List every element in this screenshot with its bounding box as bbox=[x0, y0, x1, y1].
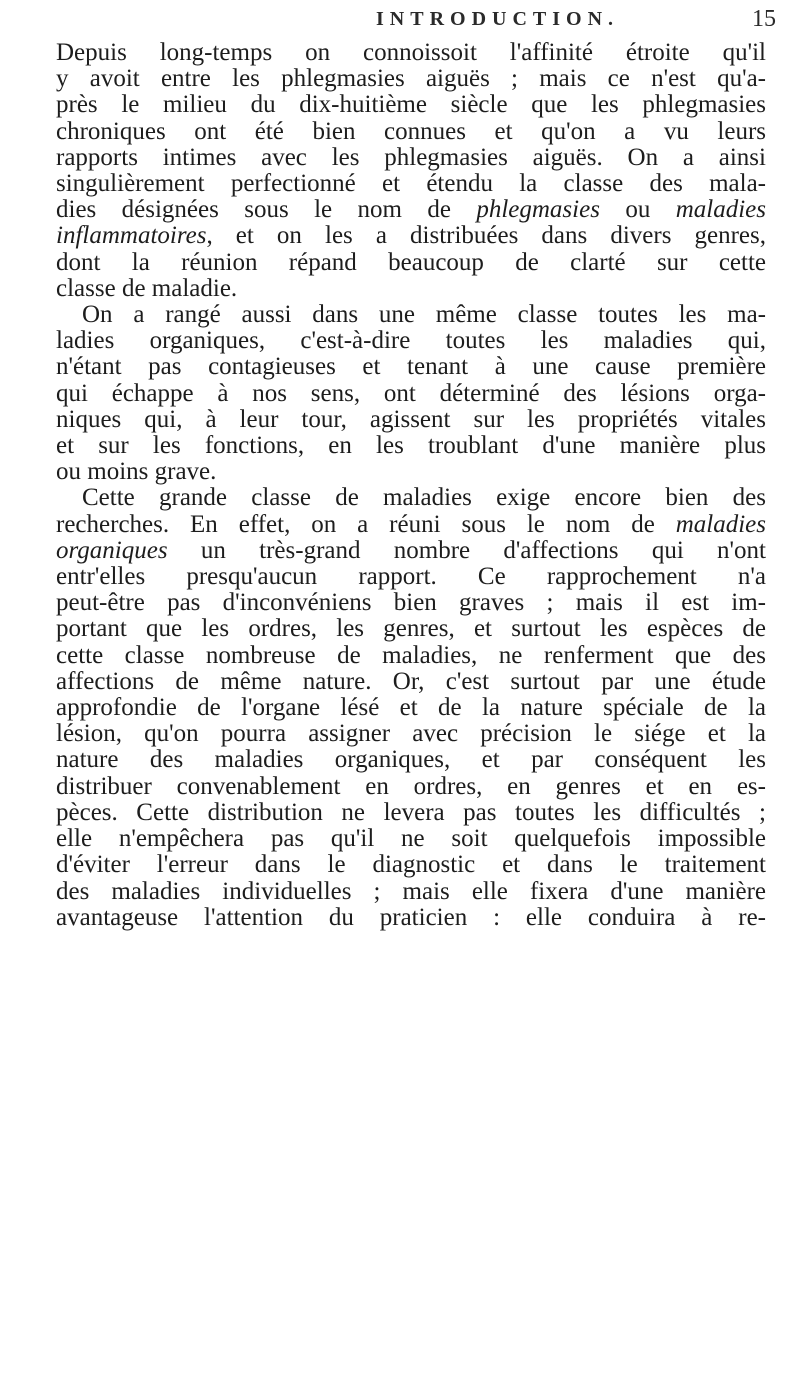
text-line: chroniques ont été bien connues et qu'on a vu leurs bbox=[56, 117, 766, 145]
text-line: rapports intimes avec les phlegmasies aiguës. On a ainsi bbox=[56, 143, 766, 171]
text-line: Cette grande classe de maladies exige encore bien des bbox=[82, 484, 766, 512]
text-line: Depuis long-temps on connoissoit l'affinité étroite qu'il bbox=[56, 39, 766, 66]
text-line: distribuer convenablement en ordres, en genres et en es- bbox=[56, 772, 766, 800]
text-line: recherches. En effet, on a réuni sous le nom de maladies bbox=[56, 510, 766, 538]
text-line: inflammatoires, et on les a distribuées dans divers genres, bbox=[56, 222, 766, 250]
text-line: avantageuse l'attention du praticien : elle conduira à re- bbox=[56, 903, 766, 931]
text-line: lésion, qu'on pourra assigner avec précision le siége et la bbox=[56, 720, 766, 748]
text-line: dies désignées sous le nom de phlegmasies ou maladies bbox=[56, 196, 766, 224]
text-line: approfondie de l'organe lésé et de la nature spéciale de la bbox=[56, 694, 766, 722]
text-line: peut-être pas d'inconvéniens bien graves ; mais il est im- bbox=[56, 589, 766, 617]
text-line: ladies organiques, c'est-à-dire toutes les maladies qui, bbox=[56, 327, 766, 355]
page-header bbox=[0, 2, 801, 36]
text-line: organiques un très-grand nombre d'affections qui n'ont bbox=[56, 536, 766, 564]
text-line: dont la réunion répand beaucoup de clarté sur cette bbox=[56, 248, 766, 276]
text-line: classe de maladie. bbox=[56, 274, 238, 302]
text-line: pèces. Cette distribution ne levera pas toutes les difficultés ; bbox=[56, 798, 766, 826]
text-line: portant que les ordres, les genres, et surtout les espèces de bbox=[56, 615, 766, 643]
text-line: On a rangé aussi dans une même classe toutes les ma- bbox=[82, 301, 766, 329]
text-line: affections de même nature. Or, c'est surtout par une étude bbox=[56, 667, 766, 695]
text-line: ou moins grave. bbox=[56, 458, 217, 486]
text-line: des maladies individuelles ; mais elle fixera d'une manière bbox=[56, 877, 766, 905]
text-line: n'étant pas contagieuses et tenant à une cause première bbox=[56, 353, 766, 381]
text-line: niques qui, à leur tour, agissent sur les propriétés vitales bbox=[56, 405, 766, 433]
text-line: elle n'empêchera pas qu'il ne soit quelquefois impossible bbox=[56, 825, 766, 853]
body-text bbox=[56, 40, 766, 931]
text-line: entr'elles presqu'aucun rapport. Ce rapprochement n'a bbox=[56, 563, 766, 591]
text-line: qui échappe à nos sens, ont déterminé des lésions orga- bbox=[56, 379, 766, 407]
page-number: 15 bbox=[752, 6, 776, 32]
text-line: singulièrement perfectionné et étendu la classe des mala- bbox=[56, 170, 766, 198]
text-line: d'éviter l'erreur dans le diagnostic et dans le traitement bbox=[56, 851, 766, 879]
text-line: nature des maladies organiques, et par conséquent les bbox=[56, 746, 766, 774]
text-line: y avoit entre les phlegmasies aiguës ; mais ce n'est qu'a- bbox=[56, 65, 766, 93]
text-line: cette classe nombreuse de maladies, ne renferment que des bbox=[56, 641, 766, 669]
text-line: près le milieu du dix-huitième siècle que les phlegmasies bbox=[56, 91, 766, 119]
text-line: et sur les fonctions, en les troublant d'une manière plus bbox=[56, 432, 766, 460]
running-title: INTRODUCTION. bbox=[376, 8, 620, 30]
